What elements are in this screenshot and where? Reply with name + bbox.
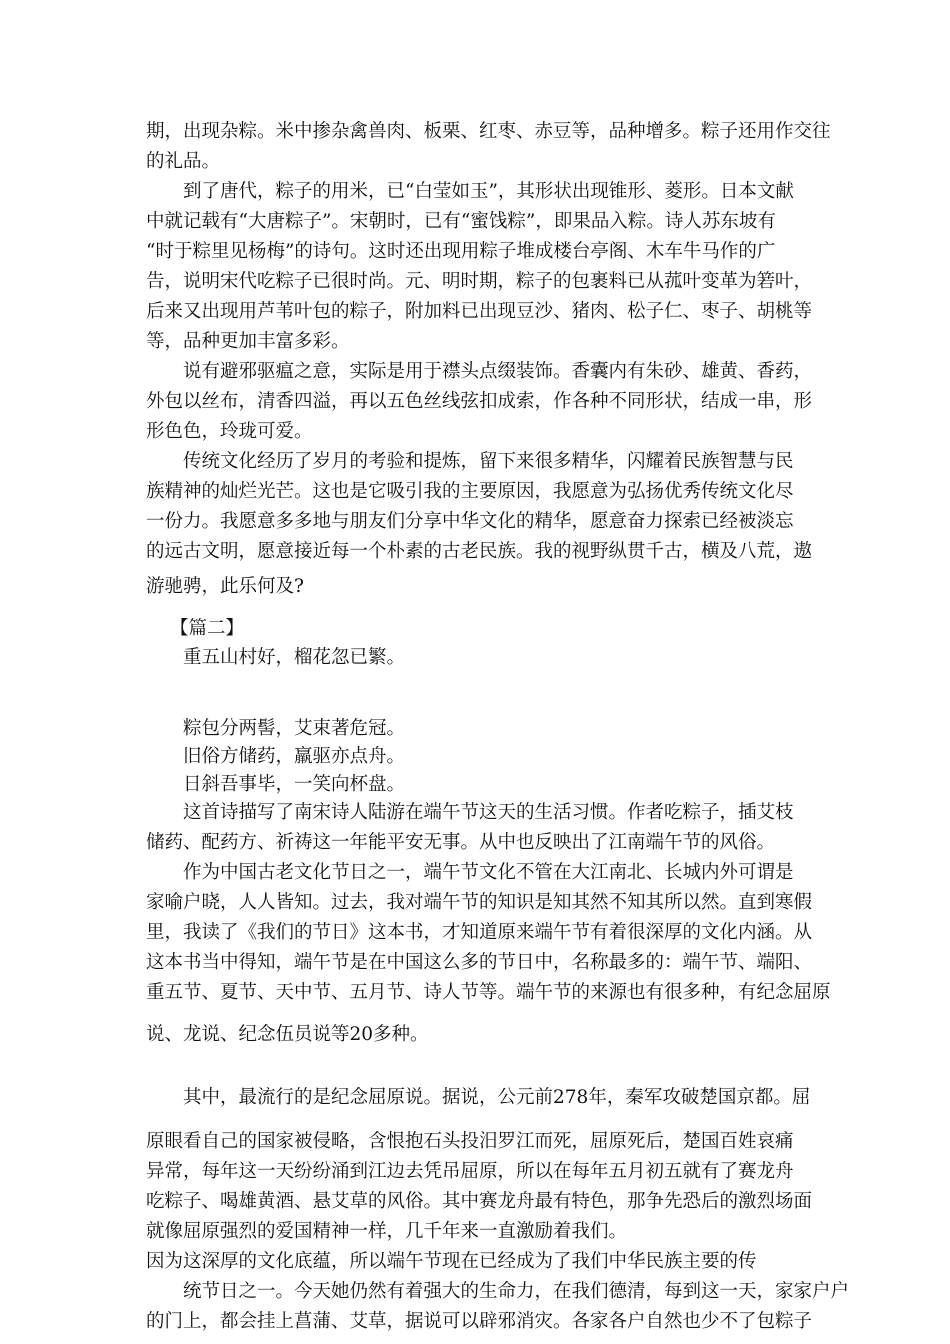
text-line: “时于粽里见杨梅”的诗句。这时还出现用粽子堆成楼台亭阁、木车牛马作的广 — [146, 241, 776, 262]
text-line: 族精神的灿烂光芒。这也是它吸引我的主要原因，我愿意为弘扬优秀传统文化尽 — [146, 481, 794, 502]
text-line: 原眼看自己的国家被侵略，含恨抱石头投汨罗江而死，屈原死后，楚国百姓哀痛 — [146, 1131, 794, 1152]
text-line: 异常，每年这一天纷纷涌到江边去凭吊屈原，所以在每年五月初五就有了赛龙舟 — [146, 1161, 794, 1182]
text-line: 一份力。我愿意多多地与朋友们分享中华文化的精华，愿意奋力探索已经被淡忘 — [146, 511, 794, 532]
text-line: 到了唐代，粽子的用米，已“白莹如玉”，其形状出现锥形、菱形。日本文献 — [183, 181, 794, 202]
poem-line: 旧俗方储药，羸驱亦点舟。 — [183, 746, 406, 767]
text-line: 作为中国古老文化节日之一，端午节文化不管在大江南北、长城内外可谓是 — [183, 862, 794, 883]
text-line: 吃粽子、喝雄黄酒、悬艾草的风俗。其中赛龙舟最有特色，那争先恐后的激烈场面 — [146, 1191, 813, 1212]
text-line: 的远古文明，愿意接近每一个朴素的古老民族。我的视野纵贯千古，横及八荒，遨 — [146, 541, 813, 562]
poem-line: 重五山村好，榴花忽已繁。 — [183, 647, 406, 668]
text-line: 形色色，玲珑可爱。 — [146, 421, 313, 442]
text-line: 等，品种更加丰富多彩。 — [146, 331, 350, 352]
text-line: 的礼品。 — [146, 151, 221, 172]
text-line: 说、龙说、纪念伍员说等20多种。 — [146, 1024, 429, 1045]
text-line: 统节日之一。今天她仍然有着强大的生命力，在我们德清，每到这一天，家家户户 — [183, 1281, 850, 1302]
text-line: 里，我读了《我们的节日》这本书，才知道原来端午节有着很深厚的文化内涵。从 — [146, 922, 813, 943]
text-line: 因为这深厚的文化底蕴，所以端午节现在已经成为了我们中华民族主要的传 — [146, 1251, 757, 1272]
text-line: 说有避邪驱瘟之意，实际是用于襟头点缀装饰。香囊内有朱砂、雄黄、香药， — [183, 361, 813, 382]
text-line: 家喻户晓，人人皆知。过去，我对端午节的知识是知其然不知其所以然。直到寒假 — [146, 892, 813, 913]
text-line: 重五节、夏节、天中节、五月节、诗人节等。端午节的来源也有很多种，有纪念屈原 — [146, 982, 831, 1003]
text-line: 这本书当中得知，端午节是在中国这么多的节日中，名称最多的：端午节、端阳、 — [146, 952, 813, 973]
text-line: 储药、配药方、祈祷这一年能平安无事。从中也反映出了江南端午节的风俗。 — [146, 832, 776, 853]
text-line: 传统文化经历了岁月的考验和提炼，留下来很多精华，闪耀着民族智慧与民 — [183, 451, 794, 472]
text-line: 期，出现杂粽。米中掺杂禽兽肉、板栗、红枣、赤豆等，品种增多。粽子还用作交往 — [146, 121, 831, 142]
text-line: 中就记载有“大唐粽子”。宋朝时，已有“蜜饯粽”，即果品入粽。诗人苏东坡有 — [146, 211, 776, 232]
text-line: 其中，最流行的是纪念屈原说。据说，公元前278年，秦军攻破楚国京都。屈 — [183, 1087, 811, 1108]
text-line: 就像屈原强烈的爱国精神一样，几千年来一直激励着我们。 — [146, 1221, 628, 1242]
poem-line: 日斜吾事毕，一笑向杯盘。 — [183, 774, 406, 795]
text-line: 这首诗描写了南宋诗人陆游在端午节这天的生活习惯。作者吃粽子，插艾枝 — [183, 802, 794, 823]
section-heading: 【篇二】 — [170, 618, 245, 639]
poem-line: 粽包分两髻，艾束著危冠。 — [183, 718, 406, 739]
text-line: 后来又出现用芦苇叶包的粽子，附加料已出现豆沙、猪肉、松子仁、枣子、胡桃等 — [146, 301, 813, 322]
text-line: 告，说明宋代吃粽子已很时尚。元、明时期，粽子的包裹料已从菰叶变革为箬叶， — [146, 271, 813, 292]
text-line: 外包以丝布，清香四溢，再以五色丝线弦扣成索，作各种不同形状，结成一串，形 — [146, 391, 813, 412]
text-line: 游驰骋，此乐何及? — [146, 576, 304, 597]
text-line: 的门上，都会挂上菖蒲、艾草，据说可以辟邪消灾。各家各户自然也少不了包粽子 — [146, 1311, 813, 1332]
